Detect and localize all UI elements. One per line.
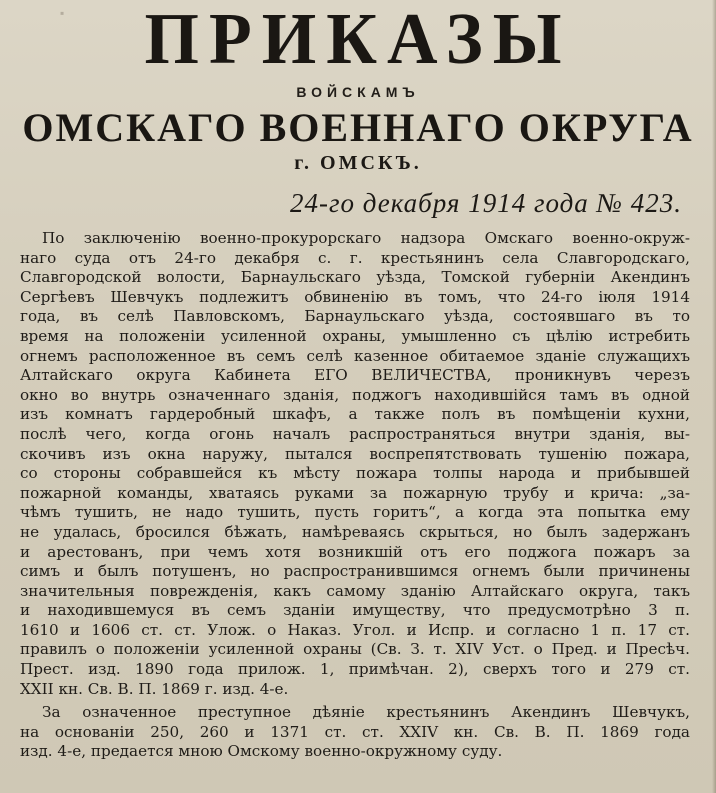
page-edge-shadow [712,0,716,793]
text-line: изъ комнатъ гардеробный шкафъ, а также полъ въ помѣщеніи кухни, [20,405,690,424]
text-line: Сергѣевъ Шевчукъ подлежитъ обвиненію въ томъ, что 24-го іюля 1914 [20,287,690,306]
text-line: По заключенію военно-прокурорскаго надзора Омскаго военно-окруж- [42,229,690,247]
text-line: Прест. изд. 1890 года прилож. 1, примѣчан. 2), сверхъ того и 279 ст. [20,660,690,679]
text-line: на основаніи 250, 260 и 1371 ст. ст. XXIV кн. Св. В. П. 1869 года [20,722,690,741]
text-line: За означенное преступное дѣяніе крестьянинъ Акендинъ Шевчукъ, [42,703,690,722]
order-date-number: 24-го декабря 1914 года № 423. [289,188,682,218]
text-line: время на положеніи усиленной охраны, умышленно съ цѣлію истребить [20,326,690,345]
text-line: и находившемуся въ семъ зданіи имуществу, что предусмотрѣно 3 п. [20,601,690,620]
text-line: Алтайскаго округа Кабинета ЕГО ВЕЛИЧЕСТВА, проникнувъ черезъ [20,366,690,385]
text-line: пожарной команды, хватаясь руками за пожарную трубу и крича: „за- [20,483,690,502]
bleed-through-mark: ▪ [60,6,65,20]
text-line: 1610 и 1606 ст. ст. Улож. о Наказ. Угол. и Испр. и согласно 1 п. 17 ст. [20,620,690,639]
text-line: Славгородской волости, Барнаульскаго уѣзда, Томской губерніи Акендинъ [20,268,690,287]
text-line: со стороны собравшейся къ мѣсту пожара толпы народа и прибывшей [20,464,690,483]
document-title: ПРИКАЗЫ [144,0,572,80]
text-line: скочивъ изъ окна наружу, пытался воспрепятствовать тушенію пожара, [20,444,690,463]
military-district-heading: ОМСКАГО ВОЕННАГО ОКРУГА [22,105,694,150]
text-line: послѣ чего, когда огонь началъ распространяться внутри зданія, вы- [20,424,690,443]
city-heading: г. ОМСКЪ. [294,152,422,174]
text-line: огнемъ расположенное въ семъ селѣ казенное обитаемое зданіе служащихъ [20,346,690,365]
text-line: симъ и былъ потушенъ, но распространившимся огнемъ были причинены [20,562,690,581]
text-line: правилъ о положеніи усиленной охраны (Св. З. т. XIV Уст. о Пред. и Пресѣч. [20,640,690,659]
text-line: не удалась, бросился бѣжать, намѣреваясь скрыться, но былъ задержанъ [20,522,690,541]
order-body [20,229,690,762]
text-line: окно во внутрь означеннаго зданія, поджогъ находившійся тамъ въ одной [20,385,690,404]
text-line: XXII кн. Св. В. П. 1869 г. изд. 4-е. [20,679,289,698]
text-line: и арестованъ, при чемъ хотя возникшій отъ его поджога пожаръ за [20,542,690,561]
document-subtitle: ВОЙСКАМЪ [296,84,420,100]
text-line: наго суда отъ 24-го декабря с. г. крестьянинъ села Славгородскаго, [20,248,690,267]
order-paragraph-1 [20,229,690,699]
text-line: значительныя поврежденія, какъ самому зданію Алтайскаго округа, такъ [20,581,690,600]
text-line: чѣмъ тушить, не надо тушить, пусть горитъ“, а когда эта попытка ему [20,503,690,522]
text-line: изд. 4-е, предается мною Омскому военно-окружному суду. [20,742,503,761]
order-paragraph-2 [20,703,690,762]
text-line: года, въ селѣ Павловскомъ, Барнаульскаго уѣзда, состоявшаго въ то [20,307,690,326]
